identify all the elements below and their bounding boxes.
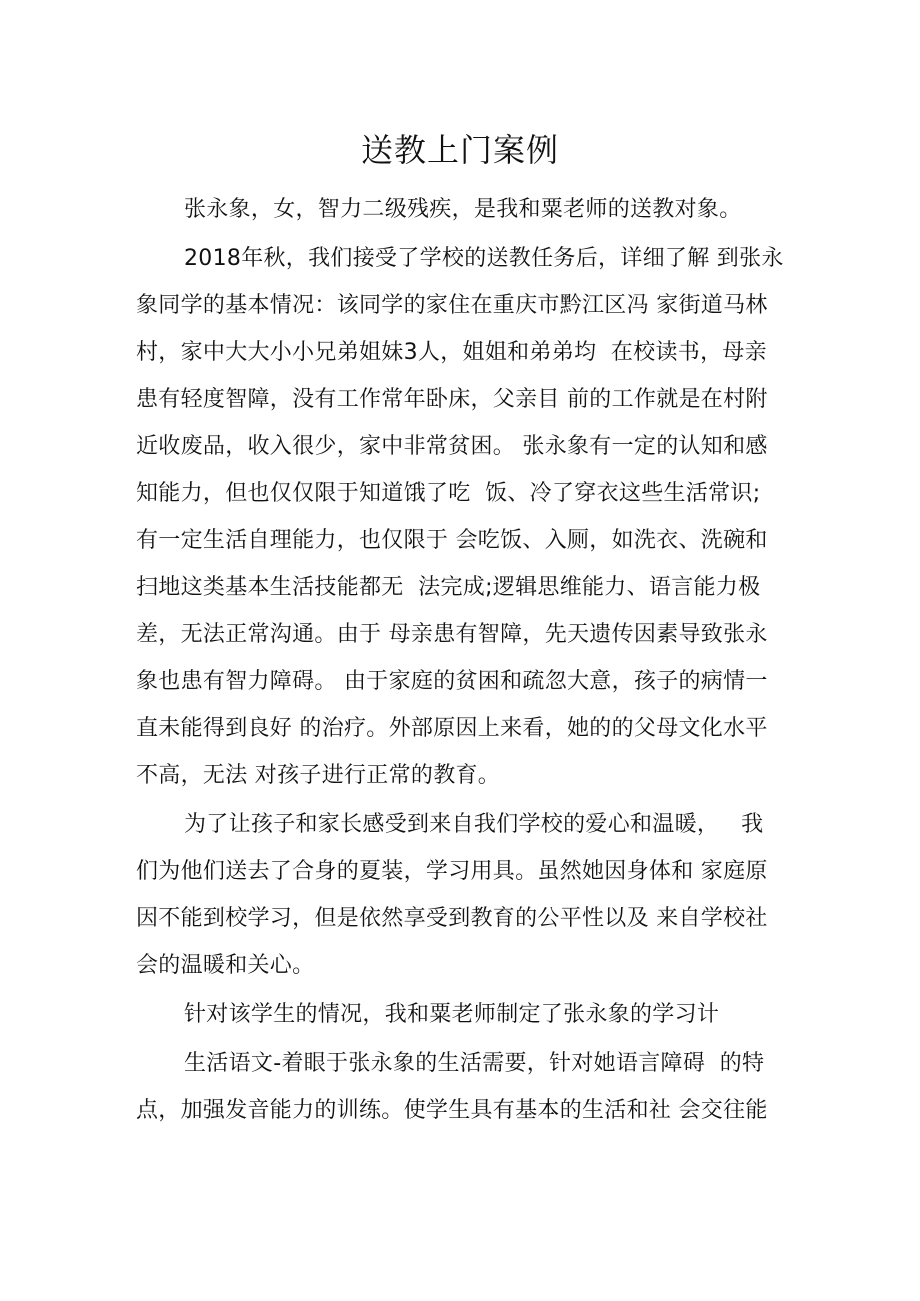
text-line: 为了让孩子和家长感受到来自我们学校的爱心和温暖， 我	[184, 812, 764, 837]
text-line: 有一定生活自理能力，也仅限于 会吃饭、入厕，如洗衣、洗碗和	[136, 528, 768, 553]
text-line: 张永象，女，智力二级残疾，是我和粟老师的送教对象。	[184, 197, 742, 222]
text-line: 会的温暖和关心。	[136, 953, 315, 978]
text-line: 们为他们送去了合身的夏装，学习用具。虽然她因身体和 家庭原	[136, 859, 768, 884]
text-line: 扫地这类基本生活技能都无 法完成;逻辑思维能力、语言能力极	[136, 575, 761, 600]
text-line: 象也患有智力障碍。 由于家庭的贫困和疏忽大意，孩子的病情一	[136, 669, 768, 694]
paragraph-plan	[136, 991, 796, 1038]
text-line: 因不能到校学习，但是依然享受到教育的公平性以及 来自学校社	[136, 906, 768, 931]
text-line: 2018年秋，我们接受了学校的送教任务后，详细了解 到张永	[184, 246, 784, 271]
text-line: 直未能得到良好 的治疗。外部原因上来看，她的的父母文化水平	[136, 716, 768, 741]
text-line: 患有轻度智障，没有工作常年卧床，父亲目 前的工作就是在村附	[136, 387, 768, 412]
text-line: 差，无法正常沟通。由于 母亲患有智障，先天遗传因素导致张永	[136, 622, 768, 647]
document-title: 送教上门案例	[360, 131, 559, 169]
paragraph-care	[136, 801, 796, 989]
text-line: 针对该学生的情况，我和粟老师制定了张永象的学习计	[184, 1002, 720, 1027]
paragraph-background	[136, 235, 796, 799]
text-line: 不高，无法 对孩子进行正常的教育。	[136, 763, 501, 788]
text-line: 近收废品，收入很少，家中非常贫困。 张永象有一定的认知和感	[136, 434, 768, 459]
text-line: 生活语文-着眼于张永象的生活需要，针对她语言障碍 的特	[184, 1051, 765, 1076]
text-line: 象同学的基本情况：该同学的家住在重庆市黔江区冯 家街道马林	[136, 293, 768, 318]
paragraph-life-chinese	[136, 1040, 796, 1134]
paragraph-intro	[136, 186, 796, 233]
text-line: 点，加强发音能力的训练。使学生具有基本的生活和社 会交往能	[136, 1098, 768, 1123]
text-line: 村，家中大大小小兄弟姐妹3人，姐姐和弟弟均 在校读书，母亲	[136, 340, 767, 365]
document-body	[136, 186, 796, 1136]
text-line: 知能力，但也仅仅限于知道饿了吃 饭、冷了穿衣这些生活常识;	[136, 481, 761, 506]
